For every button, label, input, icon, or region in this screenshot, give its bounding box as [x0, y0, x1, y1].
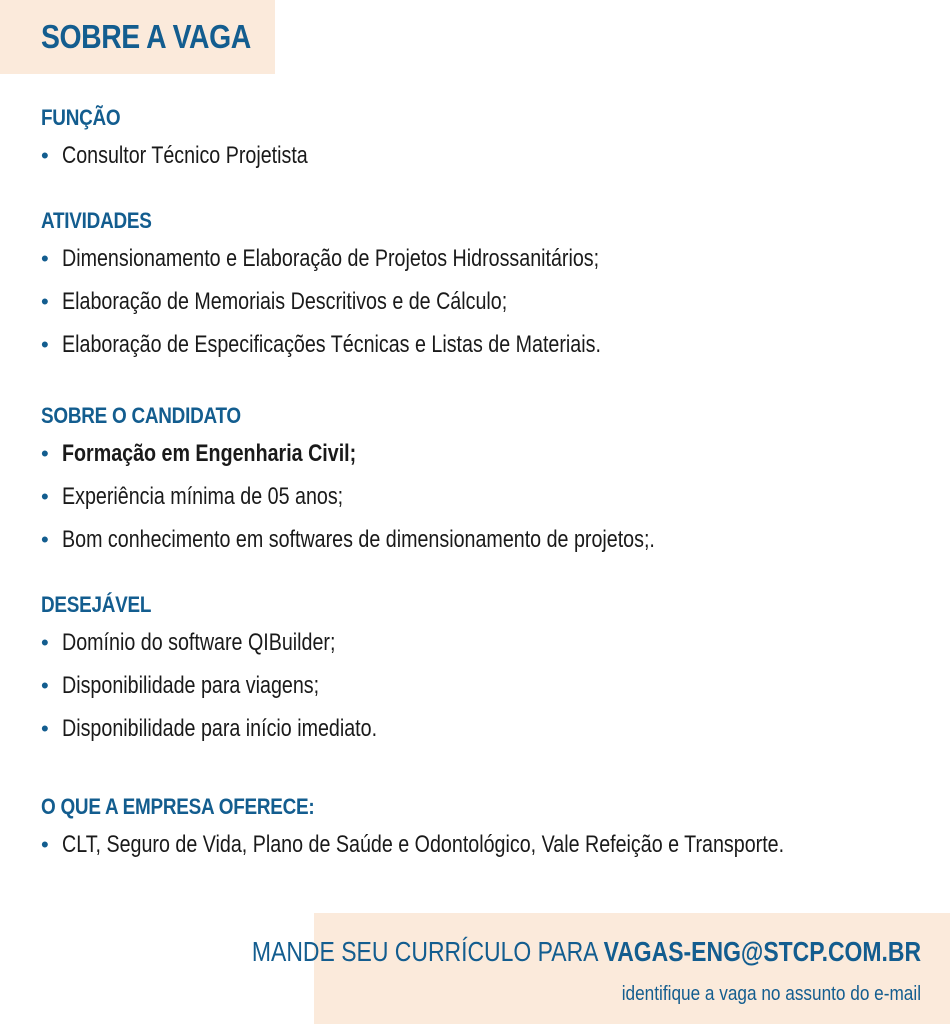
list-item	[41, 625, 921, 668]
section-sobre-o-candidato	[41, 402, 921, 565]
cta-line	[252, 935, 921, 969]
section-heading: ATIVIDADES	[41, 208, 152, 233]
list-item-text: Elaboração de Memoriais Descritivos e de Cálculo;	[62, 288, 508, 315]
list-item	[41, 284, 921, 327]
bullet-list	[41, 241, 921, 370]
bullet-icon: •	[41, 289, 49, 314]
list-item-text: Disponibilidade para início imediato.	[62, 715, 378, 742]
list-item-text: Elaboração de Especificações Técnicas e Listas de Materiais.	[62, 331, 601, 358]
bullet-icon: •	[41, 332, 49, 357]
bullet-list	[41, 138, 921, 181]
cta-subtext: identifique a vaga no assunto do e-mail	[621, 983, 921, 1005]
section-desejavel	[41, 591, 921, 754]
list-item-text: Formação em Engenharia Civil;	[62, 440, 357, 467]
section-heading: O QUE A EMPRESA OFERECE:	[41, 794, 315, 819]
list-item-text: Dimensionamento e Elaboração de Projetos Hidrossanitários;	[62, 245, 600, 272]
bullet-list	[41, 827, 921, 870]
bullet-icon: •	[41, 246, 49, 271]
list-item	[41, 827, 921, 870]
list-item-text: Experiência mínima de 05 anos;	[62, 483, 344, 510]
list-item-text: Bom conhecimento em softwares de dimensionamento de projetos;.	[62, 526, 655, 553]
bullet-icon: •	[41, 673, 49, 698]
bullet-icon: •	[41, 143, 49, 168]
list-item	[41, 241, 921, 284]
bullet-icon: •	[41, 630, 49, 655]
bullet-list	[41, 625, 921, 754]
section-beneficios	[41, 793, 921, 870]
list-item	[41, 668, 921, 711]
list-item-text: Disponibilidade para viagens;	[62, 672, 320, 699]
cta-prefix: MANDE SEU CURRÍCULO PARA	[251, 936, 604, 967]
section-heading: DESEJÁVEL	[41, 592, 152, 617]
list-item-text: CLT, Seguro de Vida, Plano de Saúde e Odontológico, Vale Refeição e Transporte.	[62, 831, 785, 858]
section-heading: FUNÇÃO	[41, 105, 121, 130]
bullet-icon: •	[41, 484, 49, 509]
section-atividades	[41, 207, 921, 370]
list-item-text: Consultor Técnico Projetista	[62, 142, 308, 169]
bullet-icon: •	[41, 441, 49, 466]
bullet-list	[41, 436, 921, 565]
list-item	[41, 711, 921, 754]
list-item	[41, 436, 921, 479]
page-title: SOBRE A VAGA	[41, 18, 251, 55]
list-item	[41, 479, 921, 522]
list-item	[41, 138, 921, 181]
section-funcao	[41, 104, 921, 181]
email-link[interactable]: VAGAS-ENG@STCP.COM.BR	[603, 936, 921, 967]
list-item	[41, 522, 921, 565]
bullet-icon: •	[41, 527, 49, 552]
section-heading: SOBRE O CANDIDATO	[41, 403, 241, 428]
bullet-icon: •	[41, 716, 49, 741]
bullet-icon: •	[41, 832, 49, 857]
list-item-text: Domínio do software QIBuilder;	[62, 629, 336, 656]
list-item	[41, 327, 921, 370]
